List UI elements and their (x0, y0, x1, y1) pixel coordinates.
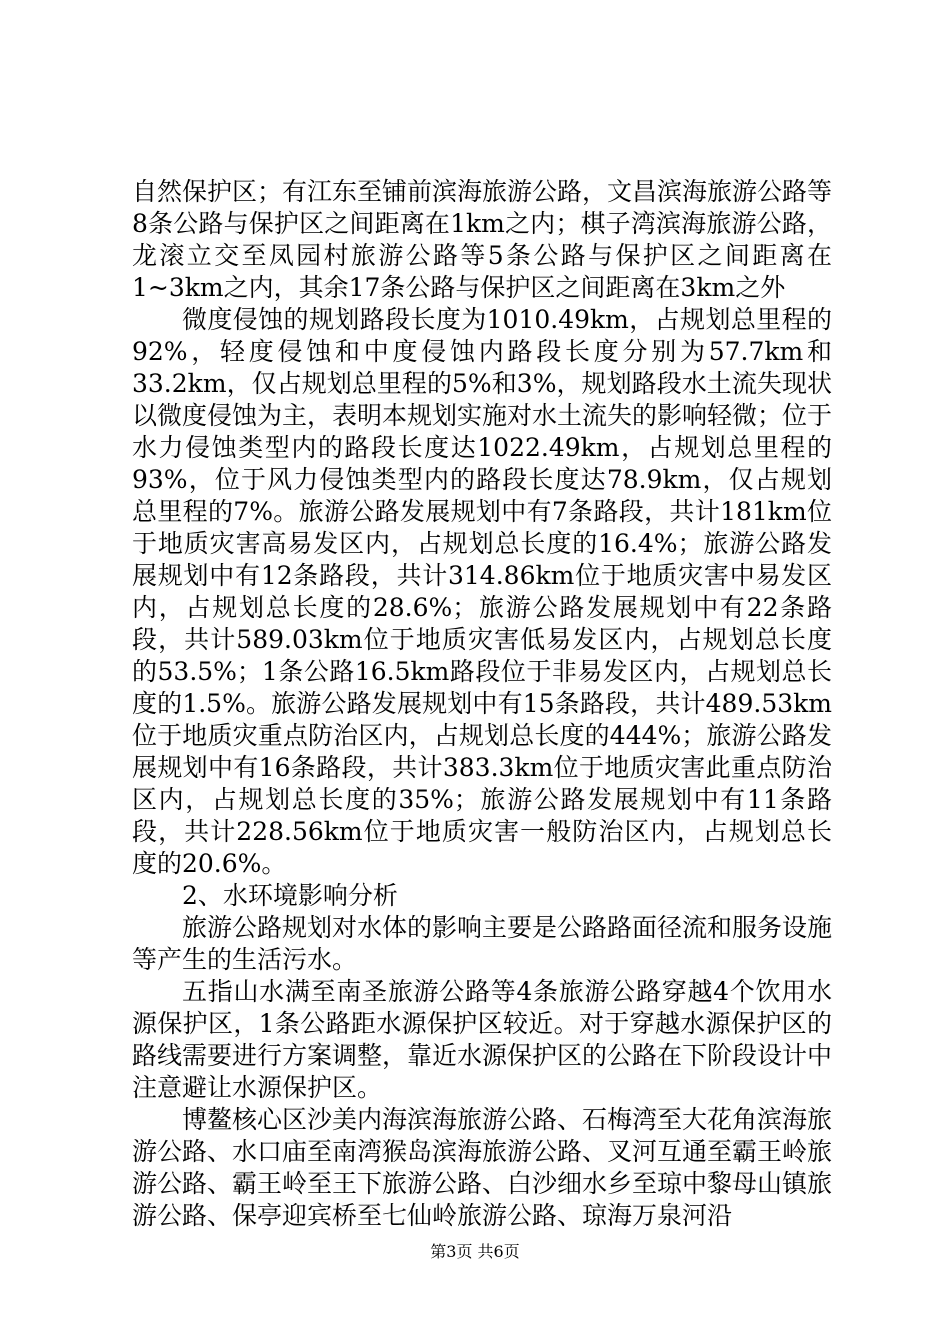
section-heading-water-impact: 2、水环境影响分析 (182, 881, 398, 910)
paragraph-road-list: 博鳌核心区沙美内海滨海旅游公路、石梅湾至大花角滨海旅游公路、水口庙至南湾猴岛滨海旅游公路、叉河互通至霸王岭旅游公路、霸王岭至王下旅游公路、白沙细水乡至琼中黎母山镇旅游公路、保亭迎宾桥至七仙岭旅游公路、琼海万泉河沿 (132, 1105, 833, 1230)
paragraph-water-runoff: 旅游公路规划对水体的影响主要是公路路面径流和服务设施等产生的生活污水。 (132, 913, 833, 974)
paragraph-protected-areas: 自然保护区；有江东至铺前滨海旅游公路，文昌滨海旅游公路等8条公路与保护区之间距离在1km之内；棋子湾滨海旅游公路，龙滚立交至凤园村旅游公路等5条公路与保护区之间距离在1~3km之内，其余17条公路与保护区之间距离在3km之外 (132, 177, 833, 302)
document-body (132, 176, 832, 1232)
page-footer: 第3页 共6页 (430, 1242, 520, 1261)
paragraph-erosion-geohazard: 微度侵蚀的规划路段长度为1010.49km，占规划总里程的92%，轻度侵蚀和中度侵蚀内路段长度分别为57.7km和33.2km，仅占规划总里程的5%和3%，规划路段水土流失现状以微度侵蚀为主，表明本规划实施对水土流失的影响轻微；位于水力侵蚀类型内的路段长度达1022.49km，占规划总里程的93%，位于风力侵蚀类型内的路段长度达78.9km，仅占规划总里程的7%。旅游公路发展规划中有7条路段，共计181km位于地质灾害高易发区内，占规划总长度的16.4%；旅游公路发展规划中有12条路段，共计314.86km位于地质灾害中易发区内，占规划总长度的28.6%；旅游公路发展规划中有22条路段，共计589.03km位于地质灾害低易发区内，占规划总长度的53.5%；1条公路16.5km路段位于非易发区内，占规划总长度的1.5%。旅游公路发展规划中有15条路段，共计489.53km位于地质灾重点防治区内，占规划总长度的444%；旅游公路发展规划中有16条路段，共计383.3km位于地质灾害此重点防治区内，占规划总长度的35%；旅游公路发展规划中有11条路段，共计228.56km位于地质灾害一般防治区内，占规划总长度的20.6%。 (132, 305, 833, 878)
paragraph-water-source-protection: 五指山水满至南圣旅游公路等4条旅游公路穿越4个饮用水源保护区，1条公路距水源保护区较近。对于穿越水源保护区的路线需要进行方案调整，靠近水源保护区的公路在下阶段设计中注意避让水源保护区。 (132, 977, 833, 1102)
